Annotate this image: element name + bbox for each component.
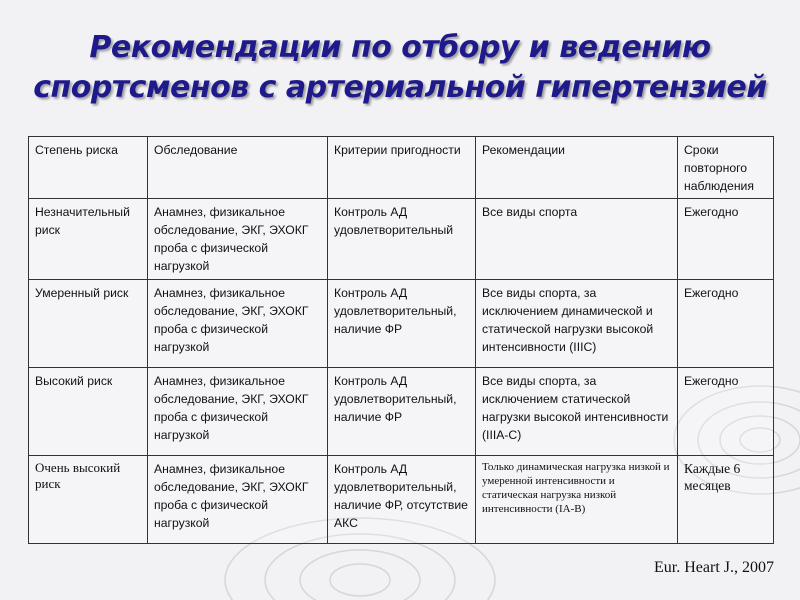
title-line-2: спортсменов с артериальной гипертензией: [33, 70, 767, 105]
table-row: [29, 456, 774, 544]
page-title: [0, 28, 800, 108]
header-exam: Обследование: [148, 137, 328, 199]
source-citation: Eur. Heart J., 2007: [654, 559, 774, 576]
cell-exam: Анамнез, физикальное обследование, ЭКГ, ЭХОКГ проба с физической нагрузкой: [148, 368, 328, 456]
cell-criteria: Контроль АД удовлетворительный, наличие ФР, отсутствие АКС: [328, 456, 476, 544]
cell-risk: Высокий риск: [29, 368, 148, 456]
cell-exam: Анамнез, физикальное обследование, ЭКГ, ЭХОКГ проба с физической нагрузкой: [148, 456, 328, 544]
header-recommendations: Рекомендации: [476, 137, 678, 199]
recommendations-table: [28, 136, 774, 544]
cell-risk: Умеренный риск: [29, 280, 148, 368]
cell-risk: Очень высокий риск: [29, 456, 148, 544]
title-line-1: Рекомендации по отбору и ведению: [89, 30, 711, 65]
cell-followup: Каждые 6 месяцев: [678, 456, 774, 544]
cell-recommendations: Все виды спорта, за исключением динамической и статической нагрузки высокой интенсивности (IIIC): [476, 280, 678, 368]
cell-recommendations: Все виды спорта, за исключением статической нагрузки высокой интенсивности (IIIA-C): [476, 368, 678, 456]
cell-followup: Ежегодно: [678, 199, 774, 280]
header-risk: Степень риска: [29, 137, 148, 199]
table-row: [29, 199, 774, 280]
header-followup: Сроки повторного наблюдения: [678, 137, 774, 199]
cell-exam: Анамнез, физикальное обследование, ЭКГ, ЭХОКГ проба с физической нагрузкой: [148, 199, 328, 280]
cell-exam: Анамнез, физикальное обследование, ЭКГ, ЭХОКГ проба с физической нагрузкой: [148, 280, 328, 368]
cell-criteria: Контроль АД удовлетворительный, наличие ФР: [328, 368, 476, 456]
cell-recommendations: Только динамическая нагрузка низкой и умеренной интенсивности и статическая нагрузка низкой интенсивности (IA-B): [476, 456, 678, 544]
cell-recommendations: Все виды спорта: [476, 199, 678, 280]
header-criteria: Критерии пригодности: [328, 137, 476, 199]
cell-risk: Незначительный риск: [29, 199, 148, 280]
cell-criteria: Контроль АД удовлетворительный: [328, 199, 476, 280]
cell-followup: Ежегодно: [678, 368, 774, 456]
table-row: [29, 280, 774, 368]
cell-followup: Ежегодно: [678, 280, 774, 368]
cell-criteria: Контроль АД удовлетворительный, наличие ФР: [328, 280, 476, 368]
table-row: [29, 368, 774, 456]
table-header-row: [29, 137, 774, 199]
